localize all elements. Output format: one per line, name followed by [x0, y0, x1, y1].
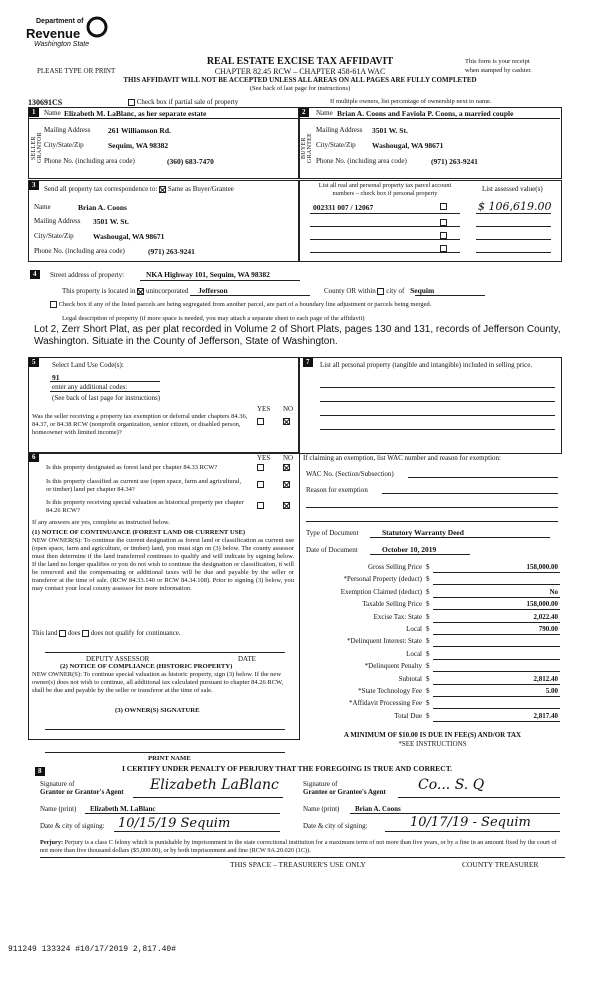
receipt-stamp: 911249 133324 #10/17/2019 2,817.40#: [8, 945, 177, 954]
tax-row-currency: $: [426, 587, 430, 596]
personal-num: 7: [303, 358, 313, 367]
receipt-note-2: when stamped by cashier.: [465, 67, 532, 74]
tax-row: [300, 613, 562, 625]
grantor-date: 10/15/19 Sequim: [118, 816, 231, 831]
seller-city-label: City/State/Zip: [44, 141, 84, 149]
tax-row-currency: $: [426, 674, 430, 683]
tax-row: [300, 650, 562, 662]
doc-type: Statutory Warranty Deed: [382, 528, 464, 537]
see-back-note: (See back of last page for instructions): [249, 85, 351, 92]
tax-row-value: 2,812.40: [533, 674, 558, 683]
personal-prop-checkbox-4[interactable]: [440, 245, 447, 252]
doc-date: October 10, 2019: [382, 545, 437, 554]
legal-label: Legal description of property (if more space is needed, you may attach a separate sheet to each page of the affidavit): [62, 315, 365, 322]
landuse-num: 5: [29, 358, 39, 367]
tax-row: [300, 637, 562, 649]
if-yes-note: If any answers are yes, complete as instructed below.: [32, 519, 170, 526]
tax-row-label: *Delinquent Penalty: [364, 662, 422, 671]
tax-row-value: 2,022.40: [533, 612, 558, 621]
tax-row-currency: $: [426, 711, 430, 720]
grantor-sig-label1: Signature of: [40, 780, 75, 788]
assessed-value: $ 106,619.00: [478, 200, 552, 213]
tax-row: [300, 600, 562, 612]
tax-row-currency: $: [426, 624, 430, 633]
legal-description: Lot 2, Zerr Short Plat, as per plat recorded in Volume 2 of Short Plats, pages 130 and 131, records of Jefferson County, Washington. Situate in the County of Jefferson, State of Washington.: [34, 324, 561, 347]
grantee-sig-label2: Grantee or Grantee's Agent: [303, 788, 386, 796]
wac-label: WAC No. (Section/Subsection): [306, 470, 394, 478]
landuse-no: NO: [283, 405, 294, 413]
county-or-line: County OR within city of Sequim: [324, 286, 435, 295]
grantee-name: Brian A. Coons: [355, 805, 401, 813]
doc-type-label: Type of Document: [306, 529, 359, 537]
tax-row-label: Total Due: [394, 711, 422, 720]
tax-row-label: Taxable Selling Price: [362, 600, 422, 609]
buyer-address: 3501 W. St.: [372, 126, 408, 135]
taxcorr-city: Washougal, WA 98671: [93, 232, 165, 241]
minimum-fee-note: A MINIMUM OF $10.00 IS DUE IN FEE(S) AND/OR TAX: [343, 731, 522, 739]
tax-row-currency: $: [426, 575, 430, 584]
tax-row-value: 158,000.00: [526, 563, 558, 571]
perjury-notice: Perjury: Perjury is a class C felony which is punishable by imprisonment in the state correctional institution for a maximum term of not more than five years, or by a fine in an amount fixed by the court of not more than five thousand dollars ($5,000.00), or by both imprisonment and fine (RCW 9A.20.020 (1C)).: [40, 839, 557, 854]
grantee-name-label: Name (print): [303, 805, 340, 813]
current-use-no-checkbox[interactable]: [283, 481, 290, 488]
tax-row: [300, 588, 562, 600]
reason-label: Reason for exemption: [306, 486, 368, 494]
taxcorr-name: Brian A. Coons: [78, 203, 127, 212]
notice1-body: NEW OWNER(S): To continue the current designation as forest land or classification as current use (open space, farm and agriculture, or timber) land, you must sign on (3) below. The county assessor must then determine if the land transferred continues to qualify and will indicate by signing below. If the land no longer qualifies or you do not wish to continue the designation or classification, it will be removed and the compensating or additional taxes will be due and payable by the seller or transferor at the time of sale. (RCW 84.33.140 or RCW 84.34.108). Prior to signing (3) below, you may contact your local county assessor for more information.: [32, 537, 294, 592]
buyer-city-label: City/State/Zip: [316, 141, 356, 149]
forest-question: Is this property designated as forest land per chapter 84.33 RCW?: [46, 464, 218, 471]
deputy-assessor: DEPUTY ASSESSOR: [86, 655, 150, 663]
seller-address-label: Mailing Address: [44, 126, 91, 134]
parcel-checkboxes: [440, 202, 447, 210]
receipt-note-1: This form is your receipt: [465, 58, 530, 65]
historic-question: Is this property receiving special valuation as historical property per chapter 84.26 RCW?: [46, 499, 244, 514]
tax-row-label: Excise Tax: State: [373, 612, 422, 621]
historic-yes-checkbox[interactable]: [257, 502, 264, 509]
tax-row-value: 2,817.40: [533, 711, 558, 720]
tax-row-label: *State Technology Fee: [358, 686, 422, 695]
buyer-address-label: Mailing Address: [316, 126, 363, 134]
deputy-date: DATE: [238, 655, 256, 663]
buyer-side-label: BUYER GRANTEE: [301, 132, 313, 164]
certify-text: I CERTIFY UNDER PENALTY OF PERJURY THAT THE FOREGOING IS TRUE AND CORRECT.: [122, 764, 453, 773]
current-use-question: Is this property classified as current use (open space, farm and agricultural, or timber) land per chapter 84.34?: [46, 478, 242, 493]
seller-name: Elizabeth M. LaBlanc, as her separate estate: [64, 109, 207, 118]
s6-yes: YES: [257, 454, 271, 462]
same-as-buyer-checkbox[interactable]: [159, 186, 166, 193]
does-not-checkbox[interactable]: [82, 630, 89, 637]
exemption-label: If claiming an exemption, list WAC number and reason for exemption:: [303, 454, 501, 462]
taxcorr-num: 3: [29, 181, 39, 190]
section6-num: 6: [29, 453, 39, 462]
seller-name-label: Name: [44, 109, 61, 117]
this-land-line: This land does does not qualify for continuance.: [32, 630, 181, 638]
form-title: REAL ESTATE EXCISE TAX AFFIDAVIT: [206, 56, 394, 67]
street-label: Street address of property:: [50, 271, 125, 279]
tax-row-label: Exemption Claimed (deduct): [340, 587, 422, 596]
same-as-buyer-label: Same as Buyer/Grantee: [167, 185, 234, 193]
forest-no-checkbox[interactable]: [283, 464, 290, 471]
section6: [28, 452, 300, 740]
partial-sale[interactable]: [128, 98, 238, 106]
seller-phone-label: Phone No. (including area code): [44, 157, 135, 165]
location-line: This property is located in unincorporated Jefferson: [62, 286, 228, 295]
print-name-label: PRINT NAME: [148, 755, 191, 762]
dor-logo: [12, 16, 122, 54]
seller-city: Sequim, WA 98382: [108, 141, 169, 150]
doc-date-label: Date of Document: [306, 546, 358, 554]
tax-row-value: 5.00: [545, 686, 558, 695]
see-instructions: *SEE INSTRUCTIONS: [398, 740, 467, 748]
seller-phone: (360) 683-7470: [167, 157, 214, 166]
personal-prop-checkbox-3[interactable]: [440, 232, 447, 239]
logo-swirl-icon: [86, 16, 108, 38]
tax-row: [300, 712, 562, 724]
tax-row-value: No: [549, 587, 558, 596]
notice2-title: (2) NOTICE OF COMPLIANCE (HISTORIC PROPERTY): [60, 663, 233, 670]
tax-row: [300, 687, 562, 699]
tax-row: [300, 662, 562, 674]
parcel-header-2: numbers – check box if personal property: [332, 190, 438, 197]
tax-row: [300, 575, 562, 587]
accept-warning: THIS AFFIDAVIT WILL NOT BE ACCEPTED UNLESS ALL AREAS ON ALL PAGES ARE FULLY COMPLETED: [123, 76, 477, 84]
landuse-see-back: (See back of last page for instructions): [52, 394, 161, 402]
segregated-line: Check box if any of the listed parcels are being segregated from another parcel, are part of a boundary line adjustment or parcels being merged.: [50, 301, 570, 308]
exemption-no-checkbox[interactable]: [283, 418, 290, 425]
tax-row-label: Local: [406, 624, 422, 633]
street-address: NKA Highway 101, Sequim, WA 98382: [146, 270, 270, 279]
logo-line1: Department of: [36, 18, 84, 25]
tax-row-label: *Delinquent Interest: State: [346, 637, 422, 646]
county-name: Jefferson: [198, 286, 228, 295]
personal-prop-checkbox[interactable]: [440, 203, 447, 210]
tax-row-value: 790.00: [538, 624, 558, 633]
form-id: 130691CS: [28, 98, 63, 107]
additional-codes: enter any additional codes:: [52, 383, 128, 391]
tax-row-currency: $: [426, 649, 430, 658]
segregated-checkbox[interactable]: [50, 301, 57, 308]
taxcorr-city-label: City/State/Zip: [34, 232, 74, 240]
form-subtitle: CHAPTER 82.45 RCW – CHAPTER 458-61A WAC: [214, 67, 386, 76]
tax-row-currency: $: [426, 563, 430, 571]
current-use-yes-checkbox[interactable]: [257, 481, 264, 488]
tax-row-currency: $: [426, 637, 430, 646]
tax-row-currency: $: [426, 662, 430, 671]
tax-table: [300, 563, 562, 724]
tax-row-currency: $: [426, 600, 430, 609]
historic-no-checkbox[interactable]: [283, 502, 290, 509]
buyer-name-label: Name: [316, 109, 333, 117]
exemption-question: Was the seller receiving a property tax exemption or deferral under chapters 84.36, 84.37, or 84.38 RCW (nonprofit organization, senior citizen, or disabled person, homeowner with limited income)?: [32, 413, 248, 436]
does-checkbox[interactable]: [59, 630, 66, 637]
grantor-signature: Elizabeth LaBlanc: [150, 777, 279, 793]
unincorporated-checkbox[interactable]: [137, 288, 144, 295]
partial-sale-checkbox[interactable]: [128, 99, 135, 106]
seller-address: 261 Williamson Rd.: [108, 126, 171, 135]
grantee-signature: Co... S. Q: [418, 777, 485, 793]
taxcorr-address-label: Mailing Address: [34, 217, 81, 225]
notice2-body: NEW OWNER(S): To continue special valuation as historic property, sign (3) below. If the new owner(s) does not wish to continue, all additional tax calculated pursuant to chapter 84.26 RCW, shall be due and payable by the seller or transferor at the time of sale.: [32, 671, 284, 694]
grantee-date-label: Date & city of signing:: [303, 822, 368, 830]
buyer-num: 2: [299, 108, 309, 117]
forest-yes-checkbox[interactable]: [257, 464, 264, 471]
personal-prop-checkbox-2[interactable]: [440, 219, 447, 226]
landuse-code: 91: [52, 373, 60, 382]
tax-row: [300, 563, 562, 575]
owner-signature-label: (3) OWNER(S) SIGNATURE: [115, 707, 200, 714]
landuse-label: Select Land Use Code(s):: [52, 361, 124, 369]
logo-line2: Revenue: [26, 26, 81, 41]
tax-row-label: Gross Selling Price: [367, 563, 422, 571]
tax-row-label: *Affidavit Processing Fee: [349, 699, 422, 708]
landuse-yes: YES: [257, 405, 271, 413]
grantor-sig-label2: Grantor or Grantor's Agent: [40, 788, 124, 796]
city-name: Sequim: [410, 286, 435, 295]
cert-num: 8: [35, 767, 45, 776]
grantor-name-label: Name (print): [40, 805, 77, 813]
property-num: 4: [30, 270, 40, 279]
buyer-name: Brian A. Coons and Faviola P. Coons, a married couple: [337, 109, 514, 118]
grantor-date-label: Date & city of signing:: [40, 822, 105, 830]
buyer-city: Washougal, WA 98671: [372, 141, 444, 150]
tax-row-label: Local: [406, 649, 422, 658]
personal-label: List all personal property (tangible and intangible) included in selling price.: [320, 361, 533, 369]
county-treasurer: COUNTY TREASURER: [462, 860, 539, 869]
treasurer-use: THIS SPACE – TREASURER'S USE ONLY: [230, 860, 366, 869]
partial-sale-label: Check box if partial sale of property: [136, 98, 239, 106]
taxcorr-label: Send all property tax correspondence to: Same as Buyer/Grantee: [44, 185, 234, 193]
taxcorr-phone-label: Phone No. (including area code): [34, 247, 125, 255]
tax-row-label: *Personal Property (deduct): [343, 575, 422, 584]
tax-row: [300, 625, 562, 637]
parcel-number: 002331 007 / 12067: [313, 203, 374, 212]
seller-num: 1: [29, 108, 39, 117]
tax-row: [300, 699, 562, 711]
s6-no: NO: [283, 454, 294, 462]
grantee-sig-label1: Signature of: [303, 780, 338, 788]
parcel-header-1: List all real and personal property tax parcel account: [318, 182, 452, 189]
tax-row-label: Subtotal: [398, 674, 422, 683]
taxcorr-name-label: Name: [34, 203, 51, 211]
taxcorr-phone: (971) 263-9241: [148, 247, 195, 256]
within-city-checkbox[interactable]: [377, 288, 384, 295]
tax-row-currency: $: [426, 612, 430, 621]
multiple-owners-note: If multiple owners, list percentage of ownership next to name.: [330, 98, 492, 105]
please-type: PLEASE TYPE OR PRINT: [37, 67, 116, 75]
buyer-phone-label: Phone No. (including area code): [316, 157, 407, 165]
notice1-title: (1) NOTICE OF CONTINUANCE (FOREST LAND OR CURRENT USE): [32, 529, 246, 536]
tax-row-value: 158,000.00: [526, 600, 558, 609]
logo-line3: Washington State: [34, 41, 90, 48]
tax-row-currency: $: [426, 699, 430, 708]
personal-property-section: [298, 357, 562, 454]
taxcorr-address: 3501 W. St.: [93, 217, 129, 226]
tax-row-currency: $: [426, 686, 430, 695]
exemption-yes-checkbox[interactable]: [257, 418, 264, 425]
grantee-date: 10/17/19 - Sequim: [410, 815, 531, 830]
buyer-phone: (971) 263-9241: [431, 157, 478, 166]
grantor-name: Elizabeth M. LaBlanc: [90, 805, 156, 813]
seller-side-label: SELLER GRANTOR: [31, 132, 43, 164]
tax-row: [300, 675, 562, 687]
assessed-header: List assessed value(s): [482, 185, 543, 193]
